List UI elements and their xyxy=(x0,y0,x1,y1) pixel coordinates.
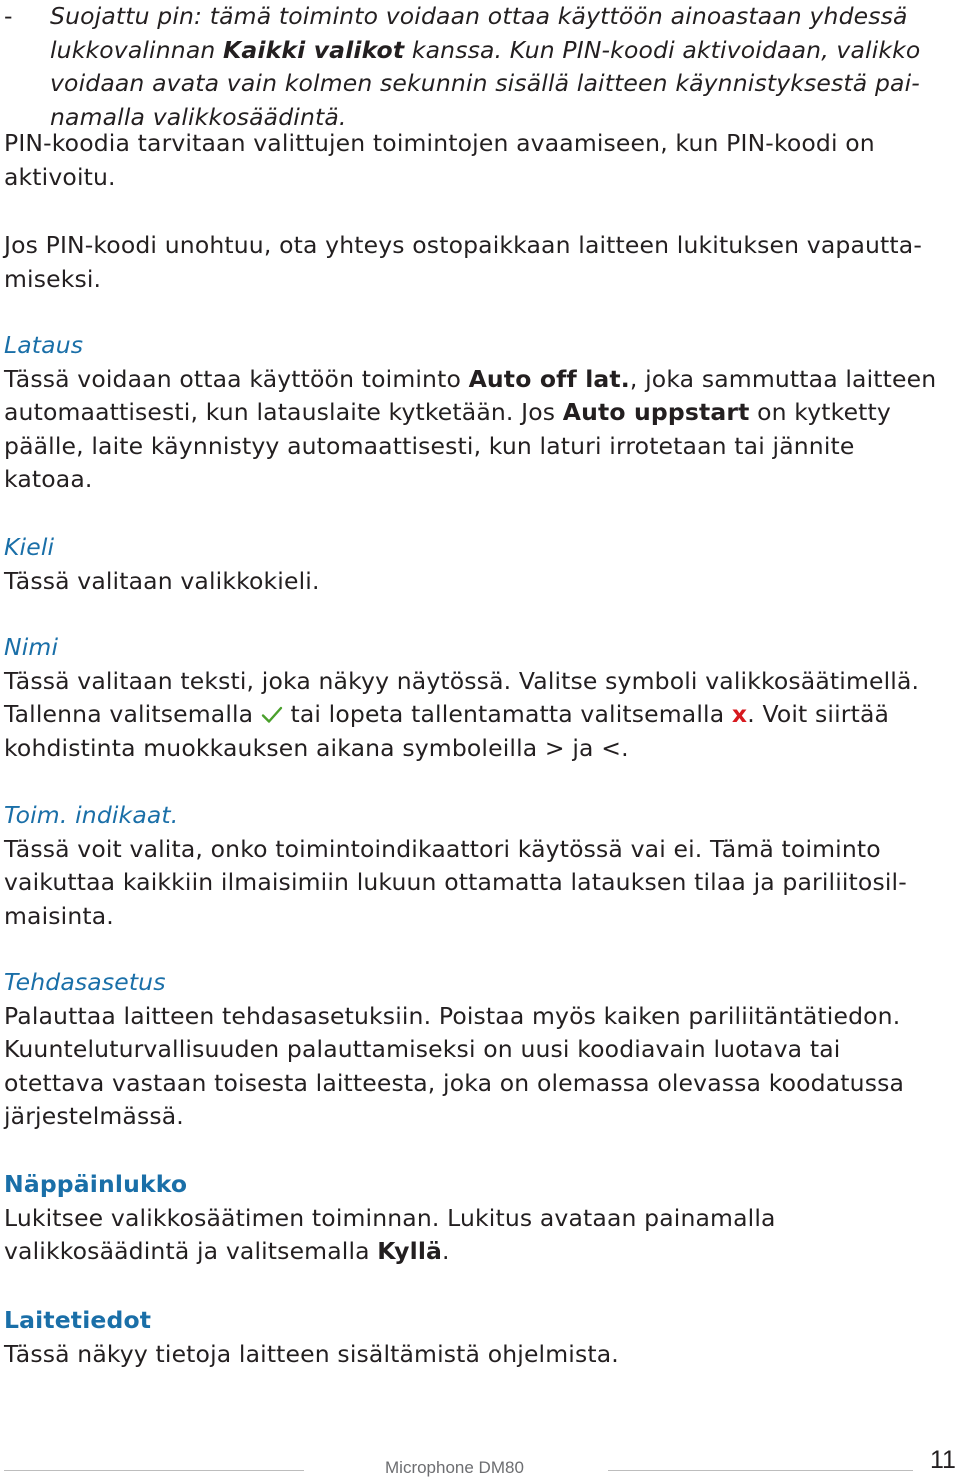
kieli-text: Tässä valitaan valikkokieli. xyxy=(4,566,320,595)
lataus-line-2-b: on kytketty xyxy=(749,398,891,426)
checkmark-icon xyxy=(261,706,283,724)
lataus-section xyxy=(4,329,936,497)
nimi-heading: Nimi xyxy=(4,633,59,661)
tehdas-section xyxy=(4,966,904,1134)
forgot-pin-line-1: Jos PIN-koodi unohtuu, ota yhteys ostopaikkaan laitteen lukituksen vapautta- xyxy=(4,231,922,259)
kieli-heading: Kieli xyxy=(4,533,55,561)
nappain-line-2-a: valikkosäädintä ja valitsemalla xyxy=(4,1237,378,1265)
nimi-line-2-a: Tallenna valitsemalla xyxy=(4,700,261,728)
nappain-line-1: Lukitsee valikkosäätimen toiminnan. Lukitus avataan painamalla xyxy=(4,1203,776,1232)
pin-protected-paragraph xyxy=(50,0,920,134)
pin-required-paragraph xyxy=(4,127,875,194)
pin-line-3: voidaan avata vain kolmen sekunnin sisällä laitteen käynnistyksestä pai- xyxy=(50,69,920,97)
toim-line-3: maisinta. xyxy=(4,901,114,930)
forgot-pin-line-2: miseksi. xyxy=(4,264,102,293)
pin-line-5: PIN-koodia tarvitaan valittujen toimintojen avaamiseen, kun PIN-koodi on xyxy=(4,129,875,157)
laitetiedot-heading: Laitetiedot xyxy=(4,1306,152,1334)
pin-line-2 xyxy=(50,34,920,68)
nappain-section xyxy=(4,1168,776,1269)
footer-rule-left xyxy=(4,1470,304,1471)
toim-line-1: Tässä voit valita, onko toimintoindikaattori käytössä vai ei. Tämä toiminto xyxy=(4,834,881,863)
nimi-line-2 xyxy=(4,698,919,732)
lataus-line-3: päälle, laite käynnistyy automaattisesti, kun laturi irrotetaan tai jännite xyxy=(4,431,855,460)
tehdas-line-2: Kuunteluturvallisuuden palauttamiseksi on uusi koodiavain luotava tai xyxy=(4,1035,841,1063)
lataus-line-4: katoaa. xyxy=(4,465,93,493)
lataus-heading: Lataus xyxy=(4,331,84,359)
pin-line-2-part-a: lukkovalinnan xyxy=(50,35,224,64)
nimi-line-3: kohdistinta muokkauksen aikana symboleilla > ja <. xyxy=(4,733,629,762)
toim-section xyxy=(4,799,907,933)
nappain-heading: Näppäinlukko xyxy=(4,1170,188,1198)
kaikki-valikot-term: Kaikki valikot xyxy=(223,35,405,64)
nimi-line-1: Tässä valitaan teksti, joka näkyy näytössä. Valitse symboli valikkosäätimellä. xyxy=(4,666,920,695)
lataus-line-2-a: automaattisesti, kun latauslaite kytketään. Jos xyxy=(4,398,563,426)
tehdas-line-1: Palauttaa laitteen tehdasasetuksiin. Poistaa myös kaiken pariliitäntätiedon. xyxy=(4,1001,901,1030)
laitetiedot-section xyxy=(4,1304,619,1371)
pin-bullet xyxy=(4,0,13,34)
lataus-line-1 xyxy=(4,363,936,397)
kieli-section xyxy=(4,531,320,598)
cancel-x-symbol: x xyxy=(731,700,748,728)
lataus-line-1-b: , joka sammuttaa laitteen xyxy=(629,364,937,393)
lataus-line-2 xyxy=(4,396,936,430)
bullet-dash: - xyxy=(4,2,13,30)
lataus-line-1-a: Tässä voidaan ottaa käyttöön toiminto xyxy=(4,364,469,393)
toim-line-2: vaikuttaa kaikkiin ilmaisimiin lukuun ottamatta latauksen tilaa ja pariliitosil- xyxy=(4,868,907,896)
nappain-line-2 xyxy=(4,1235,776,1269)
pin-line-4: namalla valikkosäädintä. xyxy=(50,102,347,131)
pin-line-6: aktivoitu. xyxy=(4,162,116,191)
pin-line-2-part-b: kanssa. Kun PIN-koodi aktivoidaan, valikko xyxy=(404,35,921,64)
forgot-pin-paragraph xyxy=(4,229,922,296)
toim-heading: Toim. indikaat. xyxy=(4,801,179,829)
kylla-term: Kyllä xyxy=(377,1237,443,1265)
tehdas-heading: Tehdasasetus xyxy=(4,968,166,996)
nappain-line-2-b: . xyxy=(442,1237,450,1265)
pin-line-1: Suojattu pin: tämä toiminto voidaan ottaa käyttöön ainoastaan yhdessä xyxy=(50,2,908,30)
laitetiedot-text: Tässä näkyy tietoja laitteen sisältämistä ohjelmista. xyxy=(4,1339,619,1368)
tehdas-line-3: otettava vastaan toisesta laitteesta, joka on olemassa olevassa koodatussa xyxy=(4,1068,905,1097)
auto-off-term: Auto off lat. xyxy=(468,364,630,393)
nimi-section xyxy=(4,631,919,765)
footer-rule-right xyxy=(608,1470,913,1471)
nimi-line-2-b: tai lopeta tallentamatta valitsemalla xyxy=(282,700,732,728)
footer-product-name: Microphone DM80 xyxy=(385,1458,524,1477)
tehdas-line-4: järjestelmässä. xyxy=(4,1102,184,1130)
auto-uppstart-term: Auto uppstart xyxy=(562,398,750,426)
page-number: 11 xyxy=(930,1446,956,1474)
nimi-line-2-c: . Voit siirtää xyxy=(747,700,890,728)
